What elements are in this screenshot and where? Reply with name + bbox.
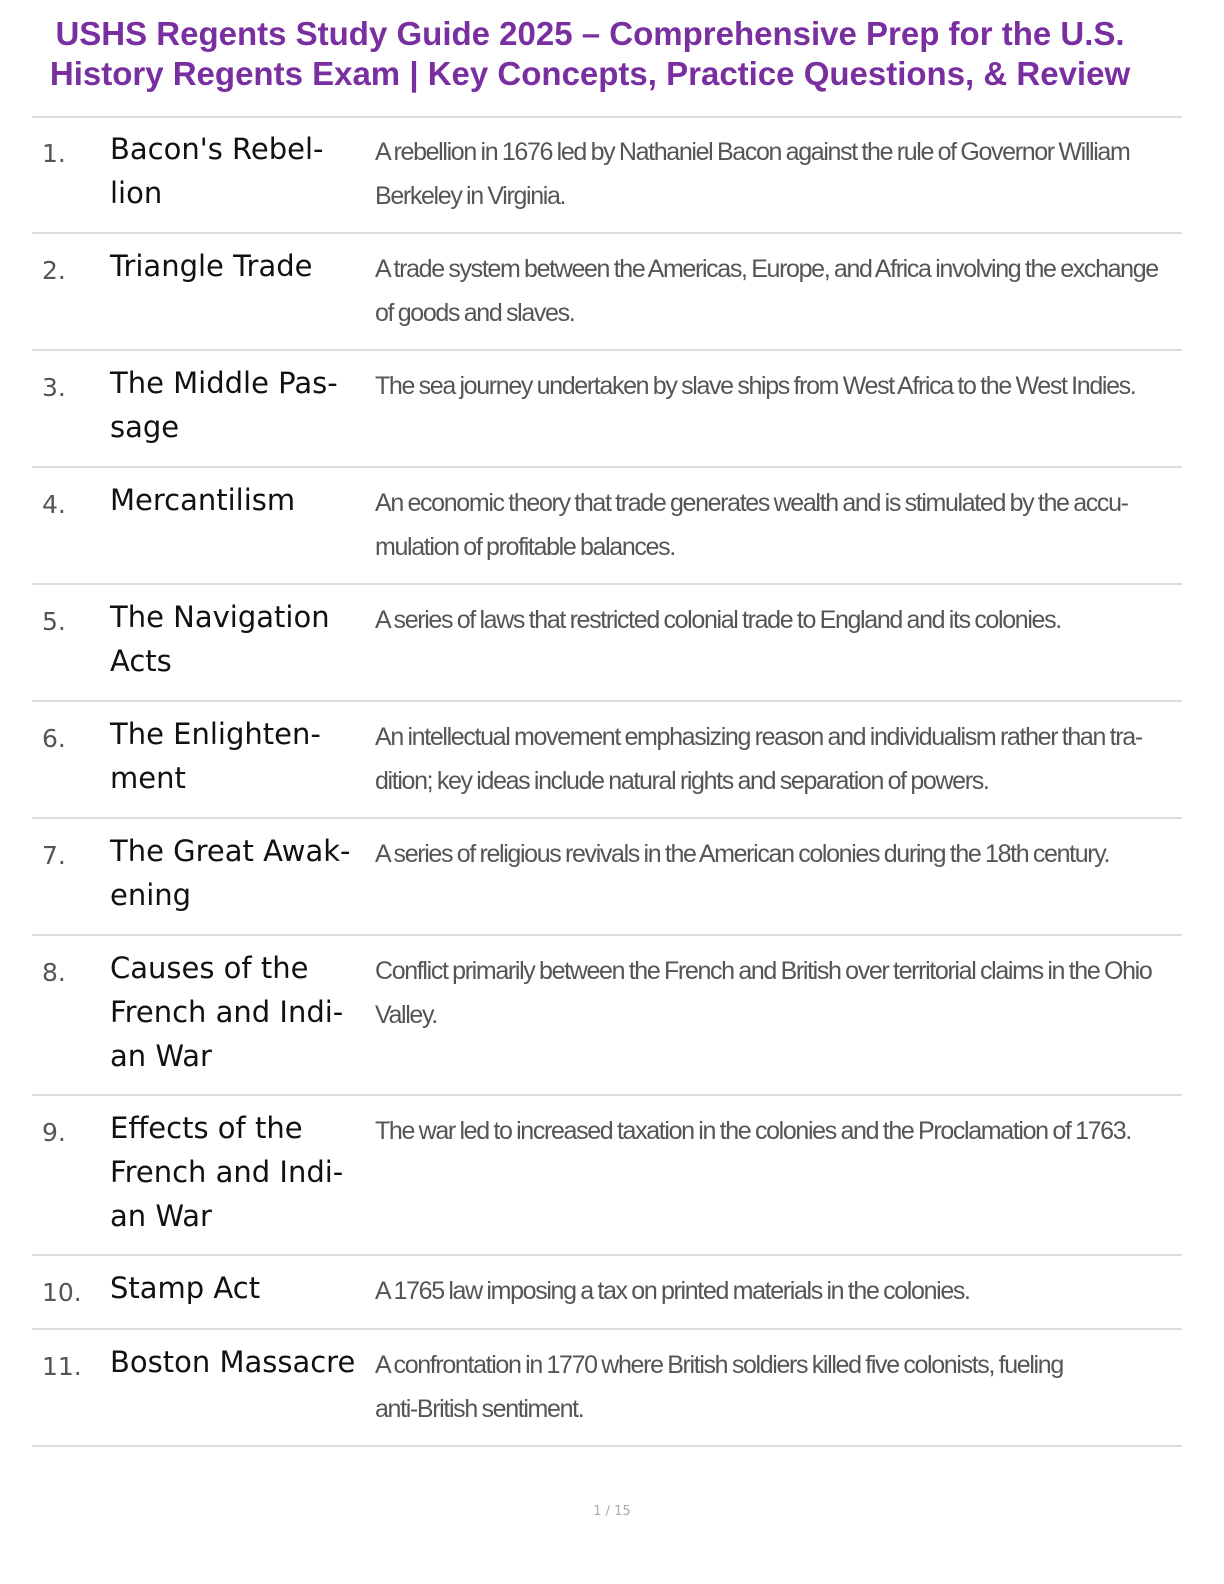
term-name-line: ening xyxy=(110,878,192,912)
term-number: 5. xyxy=(42,607,66,636)
term-definition xyxy=(375,1269,1167,1313)
term-list xyxy=(32,117,1182,1447)
term-name xyxy=(110,127,370,215)
term-name xyxy=(110,946,370,1078)
term-definition xyxy=(375,832,1167,876)
term-name-line: lion xyxy=(110,176,163,210)
term-row xyxy=(32,351,1182,468)
term-definition-line: Valley. xyxy=(375,1001,437,1029)
term-row xyxy=(32,585,1182,702)
term-name-line: Bacon's Rebel- xyxy=(110,132,324,166)
term-definition-line: A rebellion in 1676 led by Nathaniel Bacon against the rule of Governor William xyxy=(375,138,1130,166)
term-number: 2. xyxy=(42,256,66,285)
term-definition xyxy=(375,1109,1167,1153)
term-name-line: The Great Awak- xyxy=(110,834,351,868)
term-definition-line: A confrontation in 1770 where British soldiers killed five colonists, fueling xyxy=(375,1351,1063,1379)
term-row xyxy=(32,1330,1182,1447)
term-row xyxy=(32,468,1182,585)
term-name xyxy=(110,829,370,917)
term-name-line: Boston Massacre xyxy=(110,1345,356,1379)
term-number: 10. xyxy=(42,1278,82,1307)
term-name-line: Stamp Act xyxy=(110,1271,261,1305)
term-name-line: Effects of the xyxy=(110,1111,303,1145)
term-name-line: The Enlighten- xyxy=(110,717,321,751)
term-number: 4. xyxy=(42,490,66,519)
term-definition-line: Berkeley in Virginia. xyxy=(375,182,566,210)
term-row xyxy=(32,1256,1182,1330)
term-name xyxy=(110,595,370,683)
term-number: 9. xyxy=(42,1118,66,1147)
term-row xyxy=(32,234,1182,351)
term-definition-line: dition; key ideas include natural rights and separation of powers. xyxy=(375,767,989,795)
term-name-line: Mercantilism xyxy=(110,483,296,517)
title-line-2: History Regents Exam | Key Concepts, Practice Questions, & Review xyxy=(49,55,1131,92)
term-definition-line: A series of religious revivals in the American colonies during the 18th century. xyxy=(375,840,1110,868)
term-name xyxy=(110,1106,370,1238)
term-row xyxy=(32,936,1182,1096)
term-name xyxy=(110,1340,370,1384)
term-definition-line: Conflict primarily between the French and British over territorial claims in the Ohio xyxy=(375,957,1152,985)
term-name-line: The Navigation xyxy=(110,600,330,634)
term-number: 6. xyxy=(42,724,66,753)
term-name-line: ment xyxy=(110,761,186,795)
term-row xyxy=(32,702,1182,819)
term-name-line: an War xyxy=(110,1039,212,1073)
title-line-1: USHS Regents Study Guide 2025 – Comprehensive Prep for the U.S. xyxy=(55,15,1125,52)
term-definition xyxy=(375,481,1167,569)
term-definition xyxy=(375,598,1167,642)
term-name xyxy=(110,1266,370,1310)
term-row xyxy=(32,819,1182,936)
term-definition xyxy=(375,1343,1167,1431)
term-name-line: Acts xyxy=(110,644,172,678)
term-name-line: French and Indi- xyxy=(110,1155,344,1189)
term-name xyxy=(110,244,370,288)
term-row xyxy=(32,117,1182,234)
term-definition-line: A trade system between the Americas, Europe, and Africa involving the exchange xyxy=(375,255,1158,283)
term-number: 3. xyxy=(42,373,66,402)
term-definition xyxy=(375,364,1167,408)
term-name-line: Causes of the xyxy=(110,951,309,985)
term-definition xyxy=(375,130,1167,218)
term-definition-line: The war led to increased taxation in the colonies and the Proclamation of 1763. xyxy=(375,1117,1131,1145)
term-definition-line: A series of laws that restricted colonial trade to England and its colonies. xyxy=(375,606,1061,634)
term-name-line: an War xyxy=(110,1199,212,1233)
term-name-line: French and Indi- xyxy=(110,995,344,1029)
term-definition-line: of goods and slaves. xyxy=(375,299,575,327)
term-definition xyxy=(375,247,1167,335)
term-name xyxy=(110,712,370,800)
term-number: 11. xyxy=(42,1352,82,1381)
document-title xyxy=(0,14,1180,94)
term-definition xyxy=(375,715,1167,803)
term-definition-line: An economic theory that trade generates wealth and is stimulated by the accu- xyxy=(375,489,1128,517)
term-definition-line: A 1765 law imposing a tax on printed materials in the colonies. xyxy=(375,1277,970,1305)
term-number: 7. xyxy=(42,841,66,870)
term-name xyxy=(110,361,370,449)
term-name-line: sage xyxy=(110,410,180,444)
term-definition-line: The sea journey undertaken by slave ships from West Africa to the West Indies. xyxy=(375,372,1136,400)
page-number: 1 / 15 xyxy=(593,1504,631,1519)
term-row xyxy=(32,1096,1182,1256)
term-number: 8. xyxy=(42,958,66,987)
term-name-line: The Middle Pas- xyxy=(110,366,338,400)
term-number: 1. xyxy=(42,139,66,168)
term-definition-line: An intellectual movement emphasizing reason and individualism rather than tra- xyxy=(375,723,1142,751)
term-name-line: Triangle Trade xyxy=(110,249,313,283)
term-name xyxy=(110,478,370,522)
term-definition-line: mulation of profitable balances. xyxy=(375,533,675,561)
term-definition-line: anti-British sentiment. xyxy=(375,1395,584,1423)
term-definition xyxy=(375,949,1167,1037)
